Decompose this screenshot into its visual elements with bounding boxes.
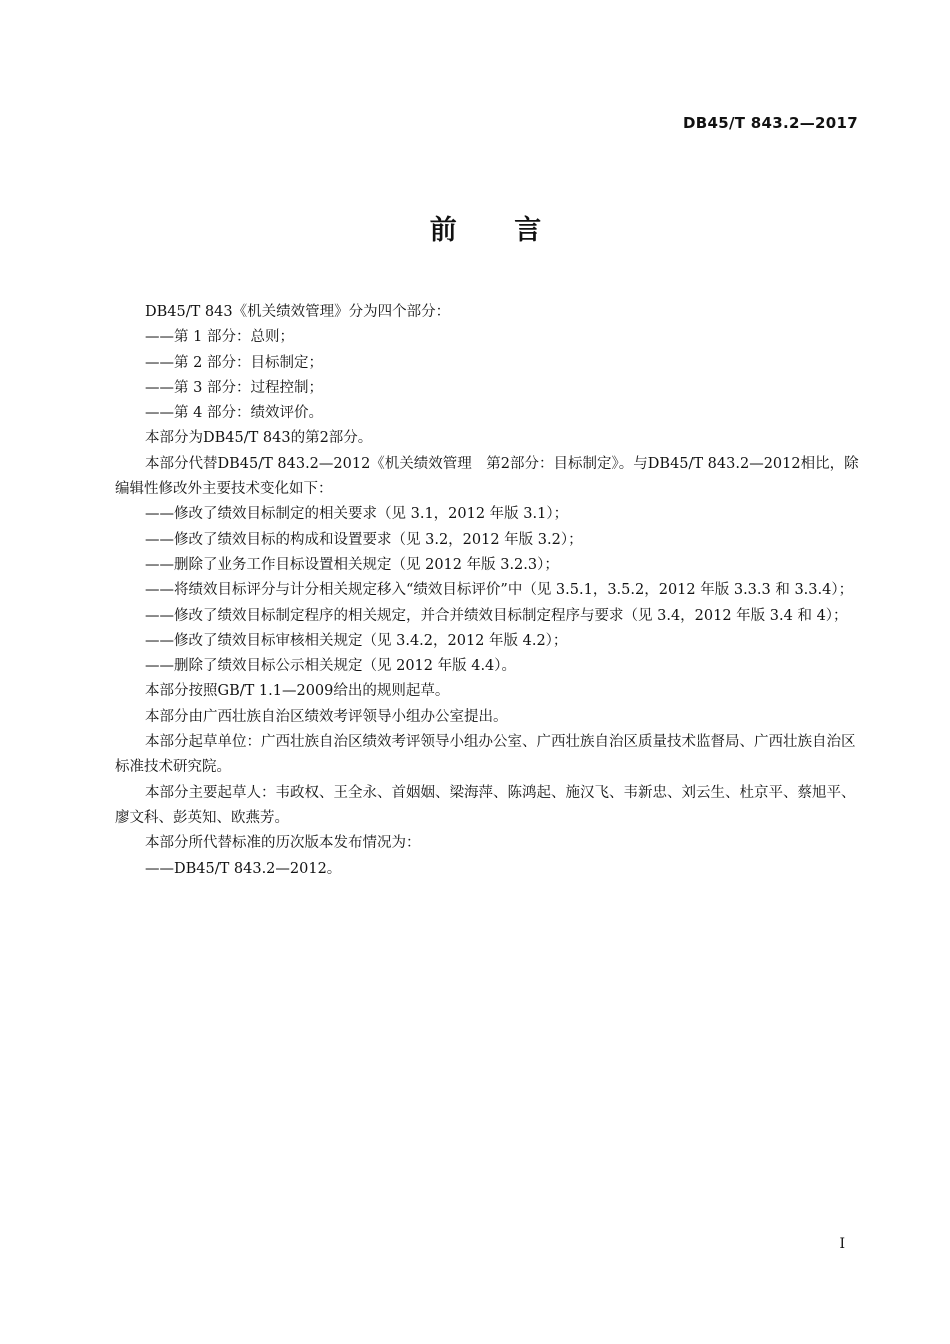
paragraph-drafters: 本部分主要起草人：韦政权、王全永、首姻姻、梁海萍、陈鸿起、施汉飞、韦新忠、刘云生、杜京平、蔡旭平、廖文科、彭英知、欧燕芳。 bbox=[115, 784, 856, 826]
paragraph-drafting-rules: 本部分按照GB/T 1.1—2009给出的规则起草。 bbox=[145, 683, 450, 700]
list-item-part-4: ——第 4 部分：绩效评价。 bbox=[145, 405, 323, 422]
document-code: DB45/T 843.2—2017 bbox=[683, 114, 858, 132]
list-item-change-3: ——删除了业务工作目标设置相关规定（见 2012 年版 3.2.3）； bbox=[145, 556, 559, 573]
list-item-change-1: ——修改了绩效目标制定的相关要求（见 3.1，2012 年版 3.1）； bbox=[145, 506, 569, 523]
list-item-part-2: ——第 2 部分：目标制定； bbox=[145, 354, 323, 371]
foreword-body bbox=[115, 300, 863, 882]
paragraph-this-part: 本部分为DB45/T 843的第2部分。 bbox=[145, 430, 373, 447]
list-item-part-3: ——第 3 部分：过程控制； bbox=[145, 379, 323, 396]
page-title: 前 言 bbox=[429, 215, 546, 246]
list-item-change-7: ——删除了绩效目标公示相关规定（见 2012 年版 4.4）。 bbox=[145, 658, 517, 675]
paragraph-parts-intro: DB45/T 843《机关绩效管理》分为四个部分： bbox=[145, 304, 451, 320]
list-item-change-5: ——修改了绩效目标制定程序的相关规定，并合并绩效目标制定程序与要求（见 3.4，2012 年版 3.4 和 4）； bbox=[145, 607, 848, 624]
paragraph-history-intro: 本部分所代替标准的历次版本发布情况为： bbox=[145, 835, 421, 852]
page-number: I bbox=[839, 1236, 845, 1252]
paragraph-replaces: 本部分代替DB45/T 843.2—2012《机关绩效管理 第2部分：目标制定》。与DB45/T 843.2—2012相比，除编辑性修改外主要技术变化如下： bbox=[115, 455, 859, 498]
list-item-change-2: ——修改了绩效目标的构成和设置要求（见 3.2，2012 年版 3.2）； bbox=[145, 531, 583, 548]
list-item-part-1: ——第 1 部分：总则； bbox=[145, 329, 294, 346]
list-item-change-6: ——修改了绩效目标审核相关规定（见 3.4.2，2012 年版 4.2）； bbox=[145, 632, 568, 649]
paragraph-drafting-units: 本部分起草单位：广西壮族自治区绩效考评领导小组办公室、广西壮族自治区质量技术监督局、广西壮族自治区标准技术研究院。 bbox=[115, 734, 856, 776]
list-item-change-4: ——将绩效目标评分与计分相关规定移入“绩效目标评价”中（见 3.5.1，3.5.2，2012 年版 3.3.3 和 3.3.4）； bbox=[145, 582, 854, 599]
paragraph-proposed-by: 本部分由广西壮族自治区绩效考评领导小组办公室提出。 bbox=[145, 708, 508, 725]
list-item-history: ——DB45/T 843.2—2012。 bbox=[145, 860, 342, 877]
